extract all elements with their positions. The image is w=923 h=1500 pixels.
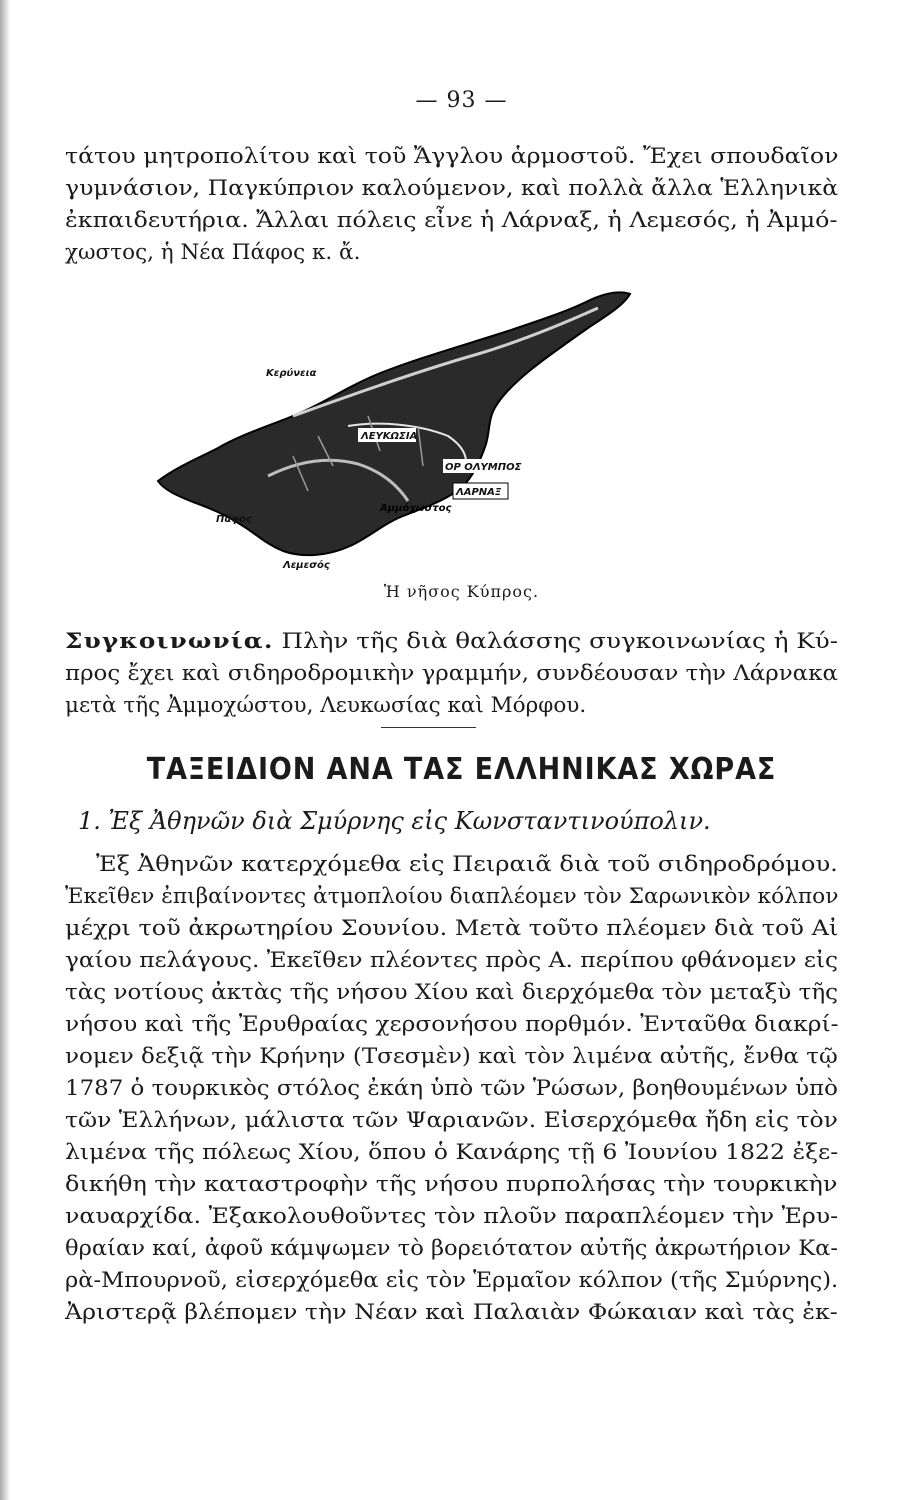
text-line: Ἐξ Ἀθηνῶν κατερχόμεθα εἰς Πειραιᾶ διὰ τοῦ σιδηροδρόμου. <box>96 852 838 877</box>
map-label-paphos: Πάφος <box>216 514 252 525</box>
paragraph-lead: Συγκοινωνία. <box>65 629 274 654</box>
map-label-nicosia: ΛΕΥΚΩΣΙΑ <box>361 431 418 442</box>
text-line: νομεν δεξιᾷ τὴν Κρήνην (Τσεσμὲν) καὶ τὸν λιμένα αὐτῆς, ἔνθα τῷ <box>65 1044 838 1069</box>
text-line: ρὰ-Μπουρνοῦ, εἰσερχόμεθα εἰς τὸν Ἑρμαῖον κόλπον (τῆς Σμύρνης). <box>65 1268 839 1293</box>
text-line: 1787 ὁ τουρκικὸς στόλος ἐκάη ὑπὸ τῶν Ῥώσων, βοηθουμένων ὑπὸ <box>65 1076 838 1101</box>
text-line: προς ἔχει καὶ σιδηροδρομικὴν γραμμήν, συνδέουσαν τὴν Λάρνακα <box>65 661 838 686</box>
paragraph-text: Πλὴν τῆς διὰ θαλάσσης συγκοινωνίας ἡ Κύ- <box>273 629 839 654</box>
text-line: ναυαρχίδα. Ἐξακολουθοῦντες τὸν πλοῦν παραπλέομεν τὴν Ἐρυ- <box>65 1204 839 1229</box>
text-line: τῶν Ἑλλήνων, μάλιστα τῶν Ψαριανῶν. Εἰσερχόμεθα ἤδη εἰς τὸν <box>65 1108 838 1133</box>
text-line: τάτου μητροπολίτου καὶ τοῦ Ἄγγλου ἁρμοστοῦ. Ἔχει σπουδαῖον <box>65 144 839 169</box>
text-line: Ἐκεῖθεν ἐπιβαίνοντες ἀτμοπλοίου διαπλέομεν τὸν Σαρωνικὸν κόλπον <box>65 884 839 909</box>
text-line: μετὰ τῆς Ἀμμοχώστου, Λευκωσίας καὶ Μόρφου. <box>65 693 587 718</box>
text-line: γαίου πελάγους. Ἐκεῖθεν πλέοντες πρὸς Α. περίπου φθάνομεν εἰς <box>65 948 839 973</box>
text-line: ἐκπαιδευτήρια. Ἄλλαι πόλεις εἶνε ἡ Λάρναξ, ἡ Λεμεσός, ἡ Ἀμμό- <box>65 208 838 233</box>
section-subheading: 1. Ἐξ Ἀθηνῶν διὰ Σμύρνης εἰς Κωνσταντινούπολιν. <box>78 807 711 835</box>
text-line: μέχρι τοῦ ἀκρωτηρίου Σουνίου. Μετὰ τοῦτο πλέομεν διὰ τοῦ Αἰ <box>65 916 839 941</box>
map-label-olympus: ΟΡ ΟΛΥΜΠΟΣ <box>445 462 522 473</box>
text-line: γυμνάσιον, Παγκύπριον καλούμενον, καὶ πολλὰ ἄλλα Ἑλληνικὰ <box>65 176 839 201</box>
text-line: τὰς νοτίους ἀκτὰς τῆς νήσου Χίου καὶ διερχόμεθα τὸν μεταξὺ τῆς <box>65 980 839 1005</box>
text-line: δικήθη τὴν καταστροφὴν τῆς νήσου πυρπολήσας τὴν τουρκικὴν <box>65 1172 838 1197</box>
map-label-limassol: Λεμεσός <box>283 560 330 571</box>
text-line: λιμένα τῆς πόλεως Χίου, ὅπου ὁ Κανάρης τῇ 6 Ἰουνίου 1822 ἐξε- <box>65 1140 839 1165</box>
text-line: θραίαν καί, ἀφοῦ κάμψωμεν τὸ βορειότατον αὐτῆς ἀκρωτήριον Κα- <box>65 1236 839 1261</box>
section-heading: ΤΑΞΕΙΔΙΟΝ ΑΝΑ ΤΑΣ ΕΛΛΗΝΙΚΑΣ ΧΩΡΑΣ <box>146 752 777 787</box>
map-label-larnaca: ΛΑΡΝΑΞ <box>456 487 502 498</box>
text-line: νήσου καὶ τῆς Ἐρυθραίας χερσονήσου πορθμόν. Ἐνταῦθα διακρί- <box>65 1012 839 1037</box>
map-caption: Ἡ νῆσος Κύπρος. <box>383 582 540 601</box>
cyprus-map-illustration <box>118 276 718 576</box>
page-binding-edge <box>0 0 10 1500</box>
section-divider <box>381 727 476 728</box>
page-number: — 93 — <box>415 88 508 113</box>
text-line <box>65 627 838 657</box>
text-line: Ἀριστερᾷ βλέπομεν τὴν Νέαν καὶ Παλαιὰν Φώκαιαν καὶ τὰς ἐκ- <box>65 1300 838 1325</box>
map-label-famagusta: Ἀμμόχωστος <box>380 503 452 514</box>
cyprus-map <box>118 276 718 576</box>
map-label-kyrenia: Κερύνεια <box>266 368 317 379</box>
text-line: χωστος, ἡ Νέα Πάφος κ. ἄ. <box>65 240 361 265</box>
